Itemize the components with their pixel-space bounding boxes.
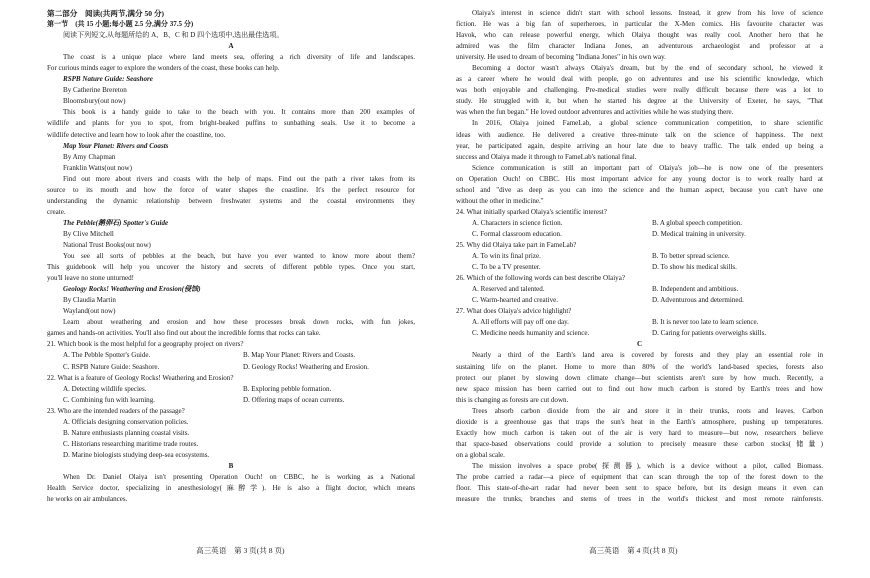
c-paragraph-line: Trees absorb carbon dioxide from the air and store it in their trunks, roots and leaves. Carbon: [472, 406, 823, 415]
left-column: [47, 8, 415, 505]
option-b[interactable]: B. To better spread science.: [652, 252, 730, 261]
b-paragraph-line: When Dr. Daniel Olaiya isn't presenting Operation Ouch! on CBBC, he is working as a National: [63, 472, 415, 481]
book-desc-line: understanding the dynamic relationship between freshwater systems and the coastal environments they: [47, 196, 415, 205]
c-paragraph-line: on a global scale.: [456, 450, 505, 459]
book-desc-line: You see all sorts of pebbles at the beach, but have you ever wanted to know more about them?: [63, 252, 415, 261]
b-paragraph-line: ideas with audience. He delivered a creative three-minute talk on the science of happiness. The next: [456, 130, 823, 139]
book-desc-line: wildlife and plants for you to spot, from bright-beaked puffins to sunbathing seals. Use it to become a: [47, 119, 415, 128]
options-row: [456, 262, 823, 273]
question-26: 26. Which of the following words can best describe Olaiya?: [456, 274, 625, 283]
c-paragraph-line: new space mission has been carried out to find out how much carbon is stored by Earth's trees and how: [456, 384, 823, 393]
book-title: The Pebble(鹅卵石) Spotter's Guide: [63, 218, 169, 227]
b-paragraph-line: Health Service doctor, specializing in anesthesiology(麻醉学). He is also a flight doctor, which means: [47, 484, 415, 493]
question-27: 27. What does Olaiya's advice highlight?: [456, 307, 572, 316]
options-row: [456, 218, 823, 229]
book-author: By Clive Mitchell: [63, 229, 114, 238]
option-d[interactable]: D. Caring for patients overweighs skills.: [652, 329, 767, 338]
b-paragraph-line: without the other in medicine.": [456, 196, 544, 205]
book-desc-line: create.: [47, 207, 66, 216]
option-c[interactable]: C. Warm-hearted and creative.: [472, 296, 558, 305]
options-row: [456, 251, 823, 262]
option-a[interactable]: A. All efforts will pay off one day.: [472, 318, 569, 327]
page-footer-right: 高三英语 第 4 页(共 8 页): [589, 546, 678, 555]
b-paragraph-line: Becoming a doctor wasn't always Olaiya's dream, but by the end of secondary school, he viewed it: [472, 64, 823, 73]
c-paragraph-line: dioxide is a greenhouse gas that traps the sun's heat in the Earth's atmosphere, pushing up temperatures.: [456, 417, 823, 426]
option-d[interactable]: D. Marine biologists studying deep-sea ecosystems.: [63, 450, 210, 459]
option-a[interactable]: A. Detecting wildlife species.: [63, 384, 147, 393]
book-author: By Amy Chapman: [63, 152, 116, 161]
b-paragraph-line: year, he participated again, despite arriving an hour late due to heavy traffic. The talk ended up being a: [456, 141, 823, 150]
book-desc-line: wildlife detective and learn how to look after the coastline, too.: [47, 130, 226, 139]
b-paragraph-line: was both enjoyable and challenging. Pre-medical studies were really difficult because there was a lot to: [456, 86, 823, 95]
book-publisher: Franklin Watts(out now): [63, 163, 132, 172]
options-row: [47, 362, 415, 373]
option-a[interactable]: A. To win its final prize.: [472, 252, 541, 261]
option-b[interactable]: B. A global speech competition.: [652, 218, 743, 227]
options-row: [47, 350, 415, 361]
book-title: Geology Rocks! Weathering and Erosion(侵蚀): [63, 285, 201, 294]
question-24: 24. What initially sparked Olaiya's scientific interest?: [456, 207, 607, 216]
a-intro-line: The coast is a unique place where land meets sea, offering a rich diversity of life and landscapes.: [63, 53, 415, 62]
part-header: 第二部分 阅读(共两节,满分 50 分): [47, 9, 165, 18]
book-desc-line: Find out more about rivers and coasts with the help of maps. Find out the path a river takes from its: [63, 174, 415, 183]
book-desc-line: games and hands-on activities. You'll also find out about the incredible forms that rocks can take.: [47, 329, 321, 338]
passage-a-label: A: [228, 42, 234, 51]
options-row: [456, 284, 823, 295]
c-paragraph-line: The mission involves a space probe(探测器), which is a device without a pilot, called Biomass.: [472, 461, 823, 470]
options-row: [456, 328, 823, 339]
book-publisher: National Trust Books(out now): [63, 240, 151, 249]
book-author: By Catherine Brereton: [63, 86, 127, 95]
option-d[interactable]: D. Adventurous and determined.: [652, 296, 744, 305]
book-publisher: Bloomsbury(out now): [63, 97, 126, 106]
option-b[interactable]: B. Nature enthusiasts planning coastal visits.: [63, 428, 190, 437]
options-row: [47, 395, 415, 406]
passage-c-label: C: [636, 340, 643, 349]
option-c[interactable]: C. Historians researching maritime trade routes.: [63, 439, 199, 448]
options-row: [456, 295, 823, 306]
c-paragraph-line: Nearly a third of the Earth's land area is covered by forests and they play an essential role in: [472, 351, 823, 360]
page-footer-left: 高三英语 第 3 页(共 8 页): [196, 546, 285, 555]
b-paragraph-line: Science communication is still an important part of Olaiya's job—he is now one of the presenters: [472, 163, 823, 172]
question-25: 25. Why did Olaiya take part in FameLab?: [456, 240, 577, 249]
c-paragraph-line: Exactly how much carbon is taken out of the air is very hard to measure—but now, researchers believe: [456, 428, 823, 437]
b-paragraph-line: study. He struggled with it, but when he started his degree at the University of Exeter, he says, "That: [456, 97, 823, 106]
c-paragraph-line: floor. This state-of-the-art radar had never been sent to space before, but its design means it even can: [456, 484, 823, 493]
question-22: 22. What is a feature of Geology Rocks! Weathering and Erosion?: [47, 373, 234, 382]
b-paragraph-line: Olaiya's interest in science didn't start with school lessons. Instead, it grew from his love of science: [472, 9, 823, 17]
passage-b-label: B: [228, 461, 234, 470]
option-c[interactable]: C. RSPB Nature Guide: Seashore.: [63, 362, 160, 371]
b-paragraph-line: he works on air ambulances.: [47, 495, 128, 504]
book-title: RSPB Nature Guide: Seashore: [63, 75, 153, 84]
a-intro-line: For curious minds eager to explore the wonders of the coast, these books can help.: [47, 64, 280, 73]
c-paragraph-line: that space-based observations could provide a solution to precisely measure these carbon stocks(储量): [456, 439, 823, 448]
option-d[interactable]: D. Medical training in university.: [652, 229, 746, 238]
option-a[interactable]: A. The Pebble Spotter's Guide.: [63, 351, 151, 360]
book-desc-line: Learn about weathering and erosion and how these processes break down rocks, with fun jokes,: [63, 318, 415, 327]
options-row: [47, 384, 415, 395]
option-c[interactable]: C. Combining fun with learning.: [63, 395, 155, 404]
question-21: 21. Which book is the most helpful for a geography project on rivers?: [47, 340, 244, 349]
question-23: 23. Who are the intended readers of the passage?: [47, 406, 185, 415]
option-a[interactable]: A. Officials designing conservation policies.: [63, 417, 189, 426]
book-desc-line: you'll leave no stone unturned!: [47, 274, 134, 283]
section-header: 第一节 (共 15 小题;每小题 2.5 分,满分 37.5 分): [47, 20, 194, 29]
book-title: Map Your Planet: Rivers and Coasts: [63, 141, 169, 150]
b-paragraph-line: was when the fun began." He loved outdoor adventures and activities while he was studying there.: [456, 108, 734, 117]
option-a[interactable]: A. Reserved and talented.: [472, 285, 545, 294]
b-paragraph-line: success and Olaiya made it through to FameLab's national final.: [456, 152, 637, 161]
book-desc-line: This book is a handy guide to take to the beach with you. It contains more than 200 examples of: [63, 108, 415, 117]
b-paragraph-line: admired was the film character Indiana Jones, an adventurous archaeologist and professor at a: [456, 42, 823, 51]
c-paragraph-line: measure the trunks, branches and stems of trees in the world's thickest and most remote rainforests.: [456, 495, 823, 504]
option-c[interactable]: C. To be a TV presenter.: [472, 263, 541, 272]
c-paragraph-line: The probe carried a radar—a piece of equipment that can scan through the top of the forest down to the: [456, 472, 823, 481]
c-paragraph-line: sustaining life on the planet. Home to more than 80% of the world's land-based species, forests also: [456, 362, 823, 371]
option-d[interactable]: D. Offering maps of ocean currents.: [243, 395, 345, 404]
b-paragraph-line: fiction. He was a big fan of superheroes, in particular the X-Men comics. His favourite character was: [456, 20, 823, 29]
option-b[interactable]: B. It is never too late to learn science.: [652, 318, 759, 327]
b-paragraph-line: In 2016, Olaiya joined FameLab, a global science communication competition, to share scientific: [472, 119, 823, 128]
instruction: 阅读下列短文,从每题所给的 A、B、C 和 D 四个选项中,选出最佳选项。: [63, 31, 284, 40]
c-paragraph-line: protect our planet by slowing down climate change—but scientists aren't sure by how much. Recently, a: [456, 373, 823, 382]
c-paragraph-line: this is changing as forests are cut down.: [456, 395, 569, 404]
book-publisher: Wayland(out now): [63, 307, 116, 316]
book-desc-line: This guidebook will help you uncover the history and secrets of different pebble types. Once you start,: [47, 263, 415, 272]
options-row: [456, 317, 823, 328]
book-author: By Claudia Martin: [63, 296, 116, 305]
b-paragraph-line: school and "dive as deep as you can into the science and the human aspect, because you can't have one: [456, 185, 823, 194]
option-b[interactable]: B. Map Your Planet: Rivers and Coasts.: [243, 351, 356, 360]
b-paragraph-line: as a career where he would deal with people, go on adventures and use his scientific knowledge, which: [456, 75, 823, 84]
b-paragraph-line: Havok, who can release powerful energy, which Olaiya thought was really cool. Another hero that he: [456, 31, 823, 40]
book-desc-line: source to its mouth and how the force of water shapes the coastline. It's the perfect resource for: [47, 185, 415, 194]
option-b[interactable]: B. Independent and ambitious.: [652, 285, 739, 294]
option-c[interactable]: C. Formal classroom education.: [472, 229, 562, 238]
b-paragraph-line: on Operation Ouch! on CBBC. His most important advice for any young doctor is to work really hard at: [456, 174, 823, 183]
b-paragraph-line: university. He used to dream of becoming "Indiana Jones" in his own way.: [456, 53, 666, 62]
right-column: [456, 8, 823, 505]
options-row: [456, 229, 823, 240]
option-d[interactable]: D. Geology Rocks! Weathering and Erosion.: [243, 362, 369, 371]
option-b[interactable]: B. Exploring pebble formation.: [243, 384, 332, 393]
option-d[interactable]: D. To show his medical skills.: [652, 263, 737, 272]
option-c[interactable]: C. Medicine needs humanity and science.: [472, 329, 590, 338]
option-a[interactable]: A. Characters in science fiction.: [472, 218, 563, 227]
